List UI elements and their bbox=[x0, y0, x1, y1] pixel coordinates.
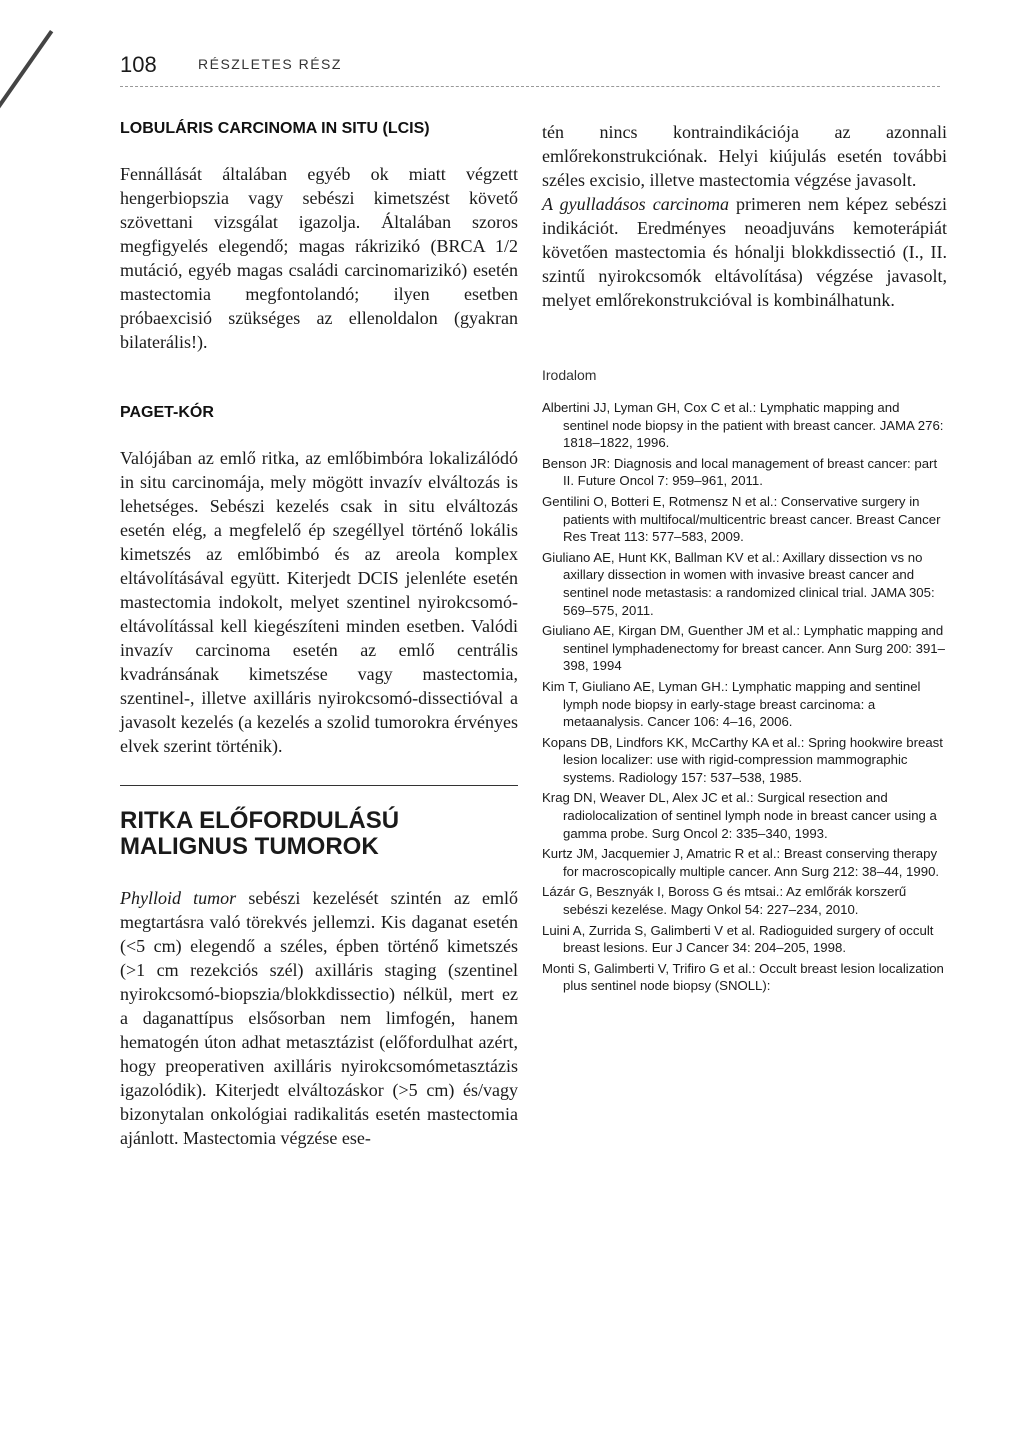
lcis-text: Fennállását általában egyéb ok miatt végzett hengerbiopszia vagy sebészi kimetszést követő szövettani vizsgálat igazolja. Általában szoros megfigyelés elegendő; magas rákrizikó (BRCA 1/2 mutáció, egyéb magas családi carcinomarizikó) esetén mastectomia megfontolandó; ilyen esetben próbaexcisió szükséges az ellenoldalon (gyakran bilaterális!). bbox=[120, 164, 518, 352]
reference-item: Monti S, Galimberti V, Trifiro G et al.: Occult breast lesion localization plus sentinel node biopsy (SNOLL): bbox=[542, 960, 944, 994]
right-column bbox=[542, 120, 947, 998]
corner-mark bbox=[0, 30, 53, 155]
reference-item: Lázár G, Besznyák I, Boross G és mtsai.: Az emlőrák korszerű sebészi kezelése. Magy Onkol 54: 227–234, 2010. bbox=[542, 884, 907, 918]
inflammatory-body: primeren nem képez sebészi indikációt. Eredményes neoadjuváns kemoterápiát követően mastectomia és hónalji blokkdissectió (I., II. szintű nyirokcsomók eltávolítása) végzése javasolt, melyet emlőrekonstrukcióval is kombinálhatunk. bbox=[542, 194, 947, 310]
reference-item: Benson JR: Diagnosis and local management of breast cancer: part II. Future Oncol 7: 959–961, 2011. bbox=[542, 455, 938, 489]
continuation-text: tén nincs kontraindikációja az azonnali emlőrekonstrukciónak. Helyi kiújulás esetén további széles excisio, illetve mastectomia végzése javasolt. bbox=[542, 122, 947, 190]
rare-tumors-heading bbox=[120, 808, 518, 860]
reference-item: Kim T, Giuliano AE, Lyman GH.: Lymphatic mapping and sentinel lymph node biopsy in early-stage breast carcinoma: a metaanalysis. Cancer 106: 4–16, 2006. bbox=[542, 678, 921, 730]
inflammatory-lead: A gyulladásos carcinoma bbox=[542, 194, 730, 214]
reference-item: Giuliano AE, Kirgan DM, Guenther JM et al.: Lymphatic mapping and sentinel lymphadenectomy for breast cancer. Ann Surg 200: 391–398, 1994 bbox=[542, 623, 945, 674]
left-column bbox=[120, 120, 518, 1150]
running-head: RÉSZLETES RÉSZ bbox=[198, 56, 342, 72]
paget-text: Valójában az emlő ritka, az emlőbimbóra lokalizálódó in situ carcinomája, mely mögött invazív elváltozás is lehetséges. Sebészi kezelés csak in situ elváltozás esetén elég, a megfelelő ép szegéllyel történő lokális kimetszés az emlőbimbó és az areola komplex eltávolításával együtt. Kiterjedt DCIS jelenléte esetén mastectomia indokolt, melyet szentinel nyirokcsomó-eltávolítással kell kiegészíteni minden esetben. Valódi invazív carcinoma esetén az emlő centrális kvadránsának kimetszése vagy mastectomia, szentinel-, illetve axilláris nyirokcsomó-dissectióval a javasolt kezelés (a kezelés a szolid tumorokra érvényes elvek szerint történik). bbox=[120, 448, 518, 756]
rare-tumors-heading-line2: MALIGNUS TUMOROK bbox=[120, 833, 379, 860]
reference-item: Kurtz JM, Jacquemier J, Amatric R et al.: Breast conserving therapy for macroscopically multiple cancer. Ann Surg 212: 38–44, 1990. bbox=[542, 846, 940, 879]
inflammatory-text bbox=[542, 192, 947, 312]
references-title: Irodalom bbox=[542, 367, 597, 383]
header-rule bbox=[120, 86, 940, 87]
references-list bbox=[542, 399, 947, 995]
rare-tumors-heading-line1: RITKA ELŐFORDULÁSÚ bbox=[120, 807, 400, 834]
reference-item: Albertini JJ, Lyman GH, Cox C et al.: Lymphatic mapping and sentinel node biopsy in the patient with breast cancer. JAMA 276: 1818–1822, 1996. bbox=[542, 400, 944, 451]
reference-item: Krag DN, Weaver DL, Alex JC et al.: Surgical resection and radiolocalization of sentinel lymph node in breast cancer using a gamma probe. Surg Oncol 2: 335–340, 1993. bbox=[542, 790, 937, 841]
phylloid-text bbox=[120, 886, 518, 1150]
paget-heading: PAGET-KÓR bbox=[120, 404, 214, 421]
reference-item: Kopans DB, Lindfors KK, McCarthy KA et al.: Spring hookwire breast lesion localizer: use with rigid-compression mammographic systems. Radiology 157: 537–538, 1985. bbox=[542, 734, 943, 785]
phylloid-body: sebészi kezelését szintén az emlő megtartásra való törekvés jellemzi. Kis daganat esetén (<5 cm) elegendő a széles, épben történő kimetszés (>1 cm rezekciós szél) axilláris staging (szentinel nyirokcsomó-biopszia/blokkdissectio) nélkül, mert ez a daganattípus elsősorban nem limfogén, hanem hematogén úton adhat metasztázist (előfordulhat azért, hogy preoperativen axilláris nyirokcsomómetasztázis igazolódik). Kiterjedt elváltozáskor (>5 cm) és/vagy bizonytalan onkológiai radikalitás esetén mastectomia ajánlott. Mastectomia végzése ese- bbox=[120, 888, 518, 1148]
reference-item: Giuliano AE, Hunt KK, Ballman KV et al.: Axillary dissection vs no axillary dissection in women with invasive breast cancer and sentinel node metastasis: a randomized clinical trial. JAMA 305: 569–575, 2011. bbox=[542, 549, 935, 618]
lcis-heading: LOBULÁRIS CARCINOMA IN SITU (LCIS) bbox=[120, 120, 430, 137]
reference-item: Luini A, Zurrida S, Galimberti V et al. Radioguided surgery of occult breast lesions. Eur J Cancer 34: 204–205, 1998. bbox=[542, 922, 934, 956]
phylloid-lead: Phylloid tumor bbox=[120, 888, 237, 908]
reference-item: Gentilini O, Botteri E, Rotmensz N et al.: Conservative surgery in patients with multifocal/multicentric breast cancer. Breast Cancer Res Treat 113: 577–583, 2009. bbox=[542, 493, 941, 545]
page-header bbox=[120, 52, 940, 92]
page-number: 108 bbox=[120, 52, 157, 77]
section-divider bbox=[120, 785, 518, 786]
